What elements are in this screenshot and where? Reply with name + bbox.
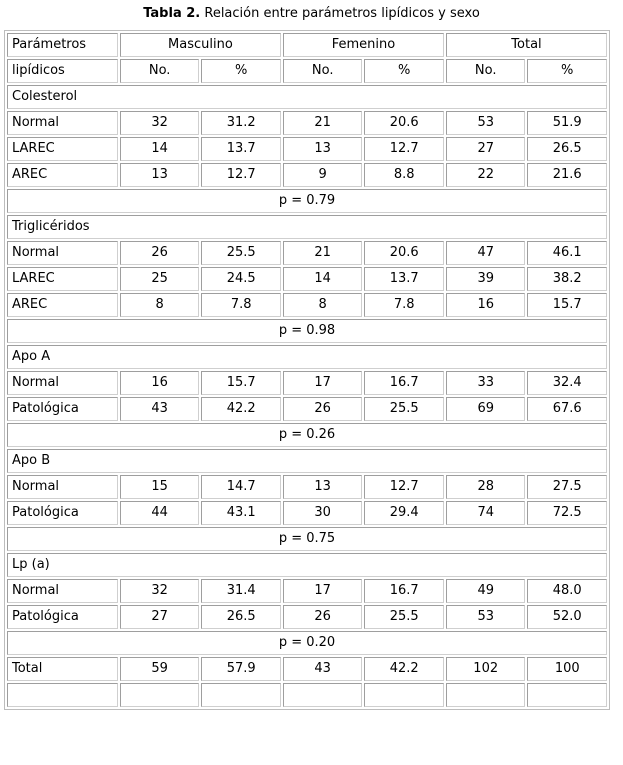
table-cell: 26.5 xyxy=(527,137,607,161)
header-sub: % xyxy=(201,59,281,83)
total-row xyxy=(7,657,607,681)
table-cell: 25.5 xyxy=(201,241,281,265)
table-cell: 31.4 xyxy=(201,579,281,603)
table-row xyxy=(7,111,607,135)
spacer-cell xyxy=(120,683,200,707)
p-value: p = 0.20 xyxy=(7,631,607,655)
header-group-total: Total xyxy=(446,33,607,57)
table-cell: 17 xyxy=(283,579,363,603)
table-cell: 14 xyxy=(120,137,200,161)
header-sub: No. xyxy=(120,59,200,83)
table-cell: 44 xyxy=(120,501,200,525)
spacer-row xyxy=(7,683,607,707)
table-cell: 15.7 xyxy=(201,371,281,395)
table-row xyxy=(7,605,607,629)
p-value-row xyxy=(7,319,607,343)
row-label: Patológica xyxy=(7,501,118,525)
lipid-sex-table xyxy=(4,30,610,710)
table-cell: 69 xyxy=(446,397,526,421)
header-group-masculino: Masculino xyxy=(120,33,281,57)
table-cell: 16.7 xyxy=(364,579,444,603)
table-cell: 38.2 xyxy=(527,267,607,291)
table-cell: 13 xyxy=(120,163,200,187)
header-sub: % xyxy=(364,59,444,83)
table-cell: 26 xyxy=(283,397,363,421)
table-cell: 14 xyxy=(283,267,363,291)
table-cell: 43.1 xyxy=(201,501,281,525)
p-value-row xyxy=(7,631,607,655)
table-cell: 14.7 xyxy=(201,475,281,499)
table-cell: 72.5 xyxy=(527,501,607,525)
table-cell: 67.6 xyxy=(527,397,607,421)
table-cell: 7.8 xyxy=(364,293,444,317)
header-group-femenino: Femenino xyxy=(283,33,444,57)
table-cell: 28 xyxy=(446,475,526,499)
table-cell: 32.4 xyxy=(527,371,607,395)
row-label: Patológica xyxy=(7,397,118,421)
p-value-row xyxy=(7,527,607,551)
spacer-cell xyxy=(201,683,281,707)
row-label: Total xyxy=(7,657,118,681)
table-cell: 7.8 xyxy=(201,293,281,317)
table-cell: 33 xyxy=(446,371,526,395)
p-value: p = 0.75 xyxy=(7,527,607,551)
header-row-1 xyxy=(7,33,607,57)
spacer-cell xyxy=(364,683,444,707)
spacer-cell xyxy=(527,683,607,707)
table-cell: 20.6 xyxy=(364,111,444,135)
table-cell: 16 xyxy=(446,293,526,317)
table-cell: 16 xyxy=(120,371,200,395)
table-caption xyxy=(0,6,623,26)
table-cell: 74 xyxy=(446,501,526,525)
table-cell: 26.5 xyxy=(201,605,281,629)
table-cell: 13.7 xyxy=(364,267,444,291)
table-cell: 21 xyxy=(283,241,363,265)
table-cell: 53 xyxy=(446,111,526,135)
section-row xyxy=(7,85,607,109)
table-body xyxy=(7,33,607,707)
p-value: p = 0.26 xyxy=(7,423,607,447)
section-title: Triglicéridos xyxy=(7,215,607,239)
table-cell: 13 xyxy=(283,137,363,161)
table-cell: 12.7 xyxy=(364,137,444,161)
table-cell: 15.7 xyxy=(527,293,607,317)
section-row xyxy=(7,553,607,577)
header-param-2: lipídicos xyxy=(7,59,118,83)
table-row xyxy=(7,397,607,421)
table-cell: 8.8 xyxy=(364,163,444,187)
table-cell: 32 xyxy=(120,579,200,603)
table-cell: 21.6 xyxy=(527,163,607,187)
row-label: LAREC xyxy=(7,137,118,161)
table-cell: 43 xyxy=(283,657,363,681)
table-cell: 26 xyxy=(120,241,200,265)
table-row xyxy=(7,475,607,499)
table-cell: 49 xyxy=(446,579,526,603)
table-cell: 21 xyxy=(283,111,363,135)
spacer-cell xyxy=(283,683,363,707)
table-cell: 13 xyxy=(283,475,363,499)
header-sub: No. xyxy=(283,59,363,83)
table-cell: 27 xyxy=(446,137,526,161)
table-cell: 43 xyxy=(120,397,200,421)
p-value-row xyxy=(7,423,607,447)
section-row xyxy=(7,345,607,369)
table-cell: 13.7 xyxy=(201,137,281,161)
table-cell: 27 xyxy=(120,605,200,629)
table-cell: 25 xyxy=(120,267,200,291)
table-cell: 22 xyxy=(446,163,526,187)
table-cell: 48.0 xyxy=(527,579,607,603)
table-cell: 102 xyxy=(446,657,526,681)
table-cell: 30 xyxy=(283,501,363,525)
header-sub: No. xyxy=(446,59,526,83)
row-label: AREC xyxy=(7,163,118,187)
table-cell: 42.2 xyxy=(201,397,281,421)
p-value: p = 0.79 xyxy=(7,189,607,213)
table-cell: 24.5 xyxy=(201,267,281,291)
section-title: Lp (a) xyxy=(7,553,607,577)
table-cell: 8 xyxy=(283,293,363,317)
row-label: Patológica xyxy=(7,605,118,629)
table-cell: 25.5 xyxy=(364,397,444,421)
row-label: Normal xyxy=(7,241,118,265)
section-title: Apo B xyxy=(7,449,607,473)
spacer-cell xyxy=(7,683,118,707)
table-cell: 16.7 xyxy=(364,371,444,395)
row-label: Normal xyxy=(7,579,118,603)
header-row-2 xyxy=(7,59,607,83)
row-label: Normal xyxy=(7,111,118,135)
p-value: p = 0.98 xyxy=(7,319,607,343)
table-cell: 32 xyxy=(120,111,200,135)
table-cell: 59 xyxy=(120,657,200,681)
section-title: Apo A xyxy=(7,345,607,369)
table-cell: 42.2 xyxy=(364,657,444,681)
section-row xyxy=(7,215,607,239)
row-label: Normal xyxy=(7,371,118,395)
table-row xyxy=(7,501,607,525)
table-cell: 12.7 xyxy=(364,475,444,499)
table-cell: 29.4 xyxy=(364,501,444,525)
table-cell: 46.1 xyxy=(527,241,607,265)
section-title: Colesterol xyxy=(7,85,607,109)
row-label: Normal xyxy=(7,475,118,499)
table-row xyxy=(7,163,607,187)
caption-text: Relación entre parámetros lipídicos y sexo xyxy=(200,6,480,21)
table-row xyxy=(7,137,607,161)
table-cell: 12.7 xyxy=(201,163,281,187)
table-cell: 39 xyxy=(446,267,526,291)
table-row xyxy=(7,371,607,395)
section-row xyxy=(7,449,607,473)
table-cell: 51.9 xyxy=(527,111,607,135)
p-value-row xyxy=(7,189,607,213)
table-cell: 53 xyxy=(446,605,526,629)
row-label: LAREC xyxy=(7,267,118,291)
header-param-1: Parámetros xyxy=(7,33,118,57)
table-cell: 27.5 xyxy=(527,475,607,499)
table-cell: 47 xyxy=(446,241,526,265)
table-row xyxy=(7,267,607,291)
caption-label: Tabla 2. xyxy=(143,6,201,21)
table-cell: 52.0 xyxy=(527,605,607,629)
table-cell: 100 xyxy=(527,657,607,681)
table-cell: 9 xyxy=(283,163,363,187)
header-sub: % xyxy=(527,59,607,83)
table-cell: 57.9 xyxy=(201,657,281,681)
table-cell: 15 xyxy=(120,475,200,499)
spacer-cell xyxy=(446,683,526,707)
table-row xyxy=(7,293,607,317)
table-row xyxy=(7,241,607,265)
table-cell: 25.5 xyxy=(364,605,444,629)
table-cell: 20.6 xyxy=(364,241,444,265)
row-label: AREC xyxy=(7,293,118,317)
table-cell: 17 xyxy=(283,371,363,395)
table-row xyxy=(7,579,607,603)
table-cell: 8 xyxy=(120,293,200,317)
table-cell: 26 xyxy=(283,605,363,629)
table-cell: 31.2 xyxy=(201,111,281,135)
